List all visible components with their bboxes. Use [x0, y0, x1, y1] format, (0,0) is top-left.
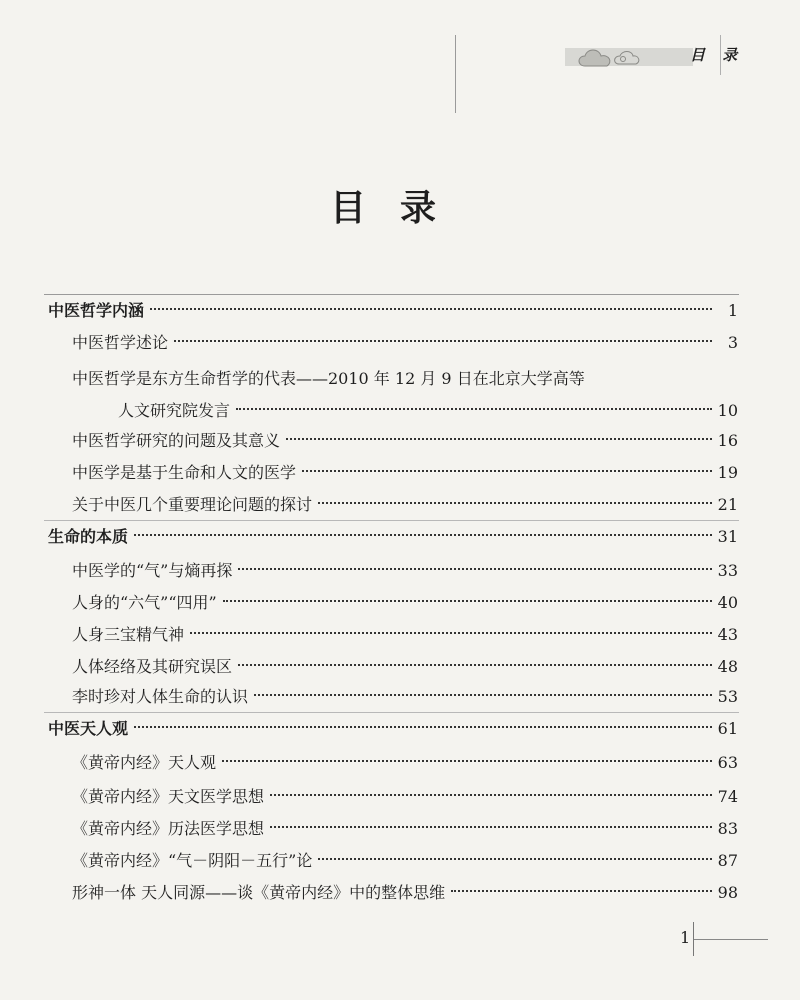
toc-entry[interactable]	[72, 330, 738, 356]
toc-entry[interactable]	[72, 684, 738, 710]
toc-entry-title: 人身的“六气”“四用”	[72, 593, 217, 612]
toc-entry-title: 中医学是基于生命和人文的医学	[72, 463, 297, 482]
toc-entry[interactable]	[72, 558, 738, 584]
toc-entry[interactable]	[72, 784, 738, 810]
toc-entry-title: 《黄帝内经》历法医学思想	[72, 819, 265, 838]
toc-entry[interactable]	[72, 366, 738, 392]
section-divider	[44, 712, 739, 713]
toc-entry-page: 31	[717, 527, 738, 546]
toc-section-3[interactable]	[48, 716, 738, 742]
toc-entry-title: 人文研究院发言	[118, 401, 231, 420]
toc-top-rule	[44, 294, 739, 295]
leader-dots	[134, 534, 712, 536]
toc-entry-page: 98	[717, 883, 738, 902]
toc-entry-title: 关于中医几个重要理论问题的探讨	[72, 495, 313, 514]
leader-dots	[451, 890, 712, 892]
toc-section-1[interactable]	[48, 298, 738, 324]
running-header-title: 目 录	[690, 46, 744, 64]
toc-entry-title: 中医天人观	[48, 719, 129, 738]
toc-entry[interactable]	[72, 654, 738, 680]
leader-dots	[254, 694, 712, 696]
toc-entry[interactable]	[72, 622, 738, 648]
header-vertical-rule	[455, 35, 456, 113]
leader-dots	[150, 308, 712, 310]
leader-dots	[238, 664, 712, 666]
leader-dots	[190, 632, 712, 634]
toc-entry[interactable]	[72, 428, 738, 454]
toc-entry-page: 40	[717, 593, 738, 612]
leader-dots	[318, 858, 711, 860]
toc-entry-page: 16	[717, 431, 738, 450]
toc-entry[interactable]	[72, 750, 738, 776]
toc-entry-title: 中医哲学内涵	[48, 301, 145, 320]
toc-entry-page: 83	[717, 819, 738, 838]
leader-dots	[270, 794, 712, 796]
toc-entry-page: 3	[727, 333, 738, 352]
toc-entry[interactable]	[72, 492, 738, 518]
leader-dots	[223, 600, 712, 602]
toc-entry[interactable]	[72, 848, 738, 874]
toc-entry[interactable]	[72, 880, 738, 906]
leader-dots	[270, 826, 712, 828]
cloud-ornament-icon	[565, 40, 693, 74]
leader-dots	[236, 408, 712, 410]
toc-entry-title: 形神一体 天人同源——谈《黄帝内经》中的整体思维	[72, 883, 446, 902]
toc-entry-title: 中医哲学是东方生命哲学的代表——2010 年 12 月 9 日在北京大学高等	[72, 369, 585, 388]
leader-dots	[222, 760, 712, 762]
leader-dots	[238, 568, 711, 570]
toc-entry-page: 53	[717, 687, 738, 706]
toc-entry-title: 《黄帝内经》天人观	[72, 753, 217, 772]
section-divider	[44, 520, 739, 521]
toc-entry-title: 《黄帝内经》“气－阴阳－五行”论	[72, 851, 313, 870]
toc-entry-page: 1	[727, 301, 738, 320]
toc-entry-page: 10	[717, 401, 738, 420]
toc-entry-page: 74	[717, 787, 738, 806]
toc-entry-title: 《黄帝内经》天文医学思想	[72, 787, 265, 806]
toc-entry-title: 中医哲学研究的问题及其意义	[72, 431, 281, 450]
toc-entry[interactable]	[72, 816, 738, 842]
toc-entry-title: 中医学的“气”与熵再探	[72, 561, 233, 580]
footer-horizontal-rule	[694, 939, 768, 940]
toc-entry-title: 生命的本质	[48, 527, 129, 546]
toc-section-2[interactable]	[48, 524, 738, 550]
toc-entry[interactable]	[72, 460, 738, 486]
leader-dots	[302, 470, 712, 472]
toc-entry-title: 中医哲学述论	[72, 333, 169, 352]
toc-entry-page: 48	[717, 657, 738, 676]
toc-entry-page: 61	[717, 719, 738, 738]
toc-entry-page: 43	[717, 625, 738, 644]
leader-dots	[286, 438, 712, 440]
page-title: 目录	[329, 187, 470, 229]
toc-entry[interactable]	[72, 590, 738, 616]
leader-dots	[318, 502, 712, 504]
toc-entry-page: 63	[717, 753, 738, 772]
leader-dots	[134, 726, 712, 728]
toc-entry-title: 人体经络及其研究误区	[72, 657, 233, 676]
toc-entry-title: 李时珍对人体生命的认识	[72, 687, 249, 706]
leader-dots	[174, 340, 712, 342]
toc-entry-page: 33	[717, 561, 738, 580]
toc-entry-continuation[interactable]	[118, 398, 738, 424]
toc-entry-page: 19	[717, 463, 738, 482]
page-number: 1	[680, 928, 691, 947]
toc-entry-title: 人身三宝精气神	[72, 625, 185, 644]
toc-entry-page: 21	[717, 495, 738, 514]
toc-entry-page: 87	[717, 851, 738, 870]
